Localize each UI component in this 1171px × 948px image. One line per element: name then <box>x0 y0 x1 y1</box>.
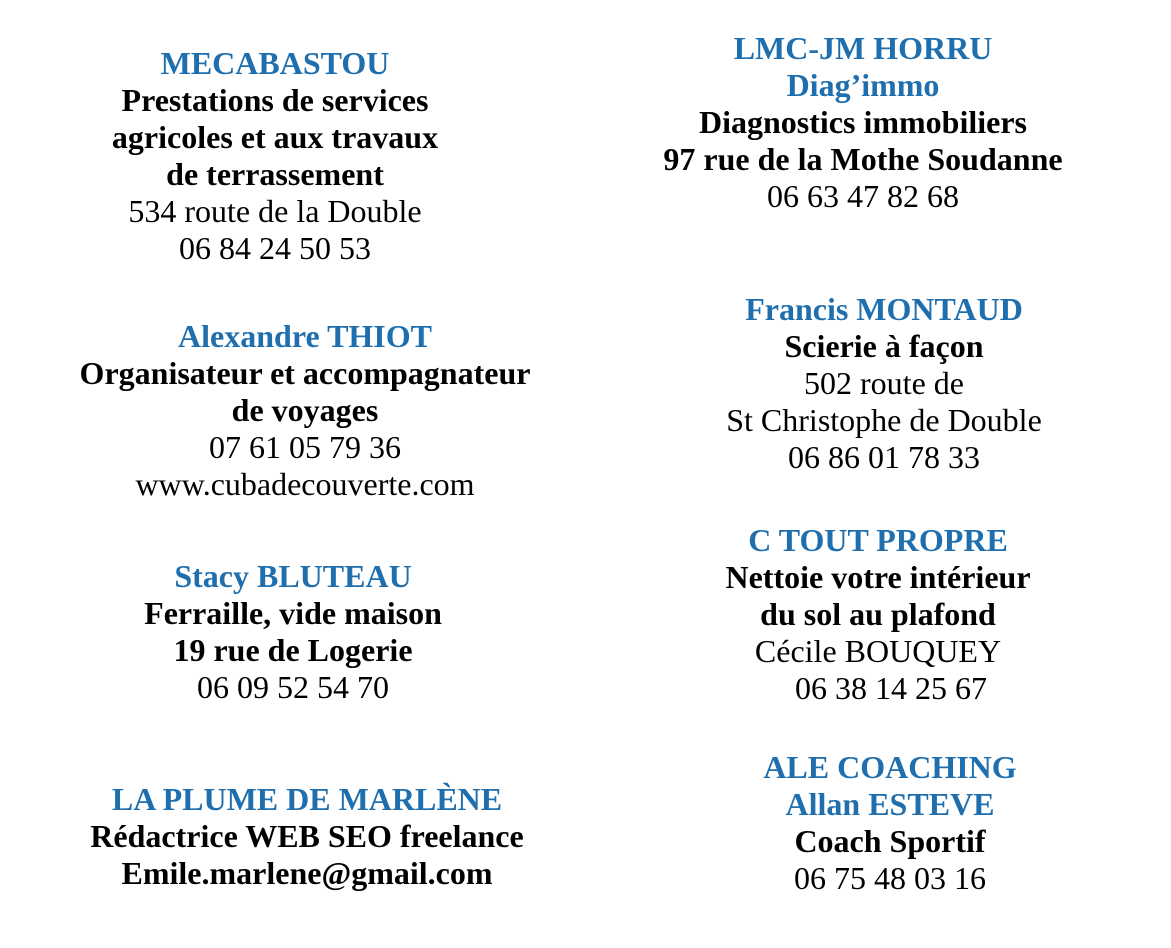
business-subtitle: Allan ESTEVE <box>785 786 995 822</box>
business-name: LA PLUME DE MARLÈNE <box>111 781 503 817</box>
business-subtitle: Diag’immo <box>786 67 940 103</box>
address-line: 97 rue de la Mothe Soudanne <box>663 141 1063 177</box>
business-name: LMC-JM HORRU <box>733 30 993 66</box>
card-francis-montaud <box>650 291 1118 476</box>
phone-number: 06 86 01 78 33 <box>788 439 980 475</box>
address-line: St Christophe de Double <box>726 402 1042 438</box>
contact-name: Cécile BOUQUEY <box>754 633 1002 669</box>
service-line: de voyages <box>231 392 379 428</box>
service-line: Nettoie votre intérieur <box>725 559 1031 595</box>
phone-number: 06 09 52 54 70 <box>197 669 389 705</box>
email-address: Emile.marlene@gmail.com <box>121 855 493 891</box>
business-name: C TOUT PROPRE <box>748 522 1008 558</box>
business-name: Francis MONTAUD <box>745 291 1023 327</box>
address-line: 534 route de la Double <box>128 193 422 229</box>
website: www.cubadecouverte.com <box>135 466 475 502</box>
service-line: agricoles et aux travaux <box>111 119 439 155</box>
service-line: Prestations de services <box>121 82 429 118</box>
service-line: Organisateur et accompagnateur <box>79 355 531 391</box>
card-stacy-bluteau <box>40 558 546 706</box>
business-name: ALE COACHING <box>763 749 1017 785</box>
service-line: Coach Sportif <box>794 823 986 859</box>
phone-number: 06 63 47 82 68 <box>767 178 959 214</box>
phone-number: 06 75 48 03 16 <box>794 860 986 896</box>
service-line: Rédactrice WEB SEO freelance <box>90 818 524 854</box>
card-c-tout-propre <box>668 522 1088 707</box>
service-line: Diagnostics immobiliers <box>699 104 1027 140</box>
card-ale-coaching <box>680 749 1100 897</box>
service-line: Ferraille, vide maison <box>144 595 442 631</box>
card-mecabastou <box>25 45 525 267</box>
phone-number: 06 84 24 50 53 <box>179 230 371 266</box>
address-line: 502 route de <box>804 365 964 401</box>
phone-number: 06 38 14 25 67 <box>795 670 987 706</box>
phone-number: 07 61 05 79 36 <box>209 429 401 465</box>
service-line: de terrassement <box>166 156 384 192</box>
address-line: 19 rue de Logerie <box>173 632 413 668</box>
business-name: Stacy BLUTEAU <box>174 558 412 594</box>
service-line: du sol au plafond <box>760 596 996 632</box>
card-la-plume-de-marlene <box>40 781 574 892</box>
service-line: Scierie à façon <box>784 328 984 364</box>
business-name: Alexandre THIOT <box>178 318 432 354</box>
card-lmc-jm-horru <box>628 30 1098 215</box>
business-name: MECABASTOU <box>160 45 390 81</box>
card-alexandre-thiot <box>25 318 585 503</box>
